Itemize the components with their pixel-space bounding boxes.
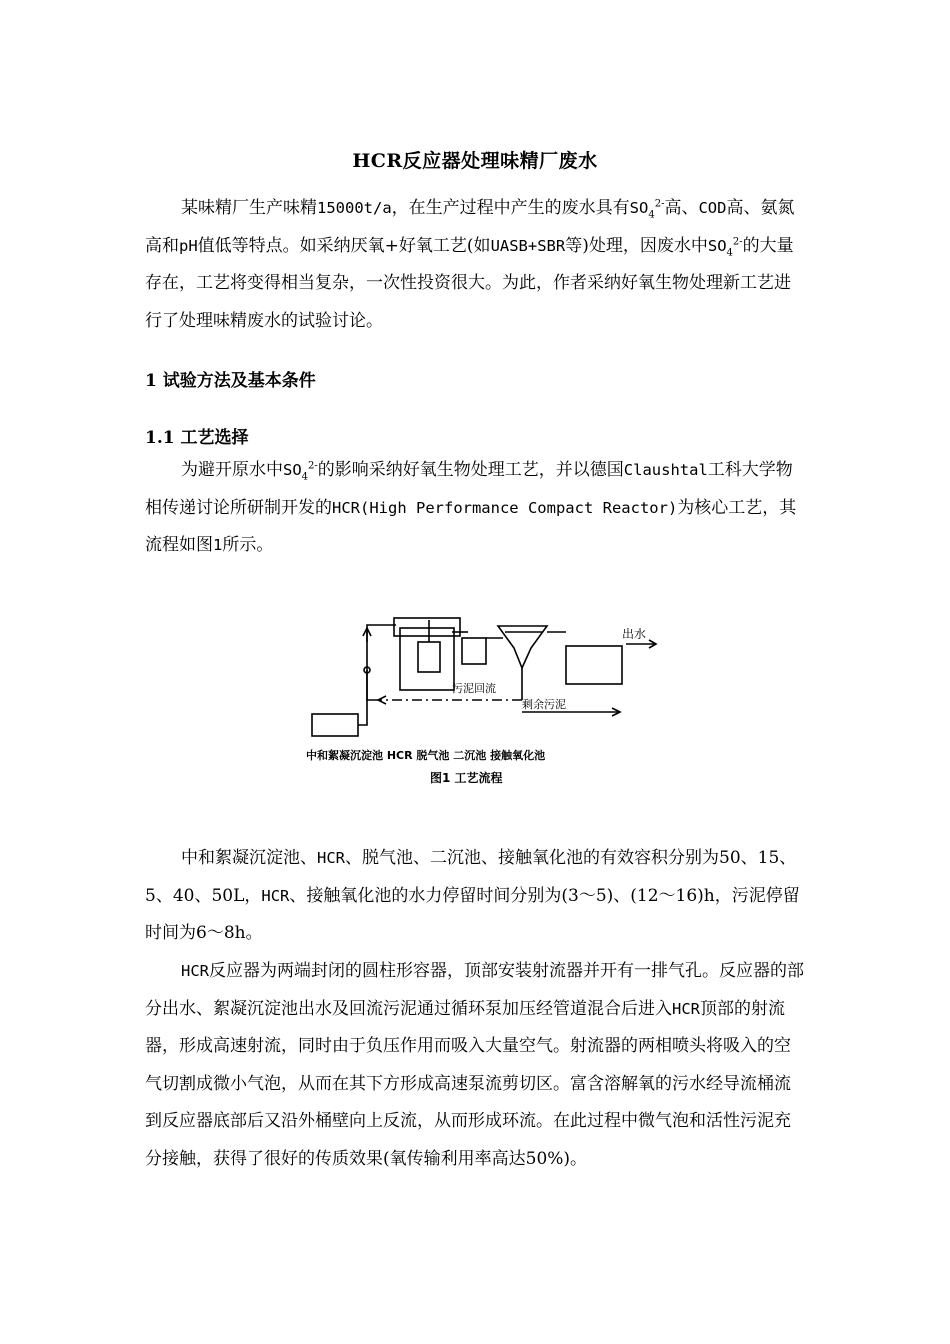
text-run: 为避开原水中 [181, 460, 283, 480]
excess-sludge-label: 剩余污泥 [522, 698, 566, 711]
return-sludge-label: 污泥回流 [452, 682, 496, 695]
text-run: 顶部的射流器，形成高速射流，同时由于负压作用而吸入大量空气。射流器的两相喷头将吸入的空气切割成微小气泡，从而在其下方形成高速泵流剪切区。富含溶解氧的污水经导流桶流到反应器底部后又沿外桶壁向上反流，从而形成环流。在此过程中微气泡和活性污泥充分接触，获得了很好的传质效果(氧传输利用率高达50%)。 [145, 998, 791, 1169]
text-run: 所示。 [222, 535, 274, 555]
recycle-connector [367, 670, 380, 700]
text-run: 、脱气池、二沉池、接触氧化池的有效容积分别为 [345, 848, 719, 868]
text-run: 50、15、5、40、50L [145, 848, 797, 906]
text-run: UASB+SBR [490, 236, 566, 255]
ejector [394, 618, 460, 636]
text-run: HCR [261, 886, 290, 905]
figure-caption: 图1 工艺流程 [430, 771, 503, 785]
text-run: HCR [317, 849, 345, 867]
text-run: Claushtal [623, 461, 708, 479]
process-flow-figure [300, 590, 670, 800]
document-title: HCR反应器处理味精厂废水 [352, 150, 598, 172]
hcr-reactor [400, 628, 454, 690]
intro-paragraph [145, 190, 805, 340]
hcr-description-paragraph [145, 953, 805, 1178]
volumes-paragraph [145, 840, 805, 953]
feed-pipe [358, 625, 396, 725]
degassing-tank [462, 638, 486, 664]
text-run: ，在生产过程中产生的废水具有 [391, 198, 630, 218]
text-run: HCR(High Performance Compact Reactor) [332, 498, 678, 517]
text-run: 工科大学物相传递讨论所研制开发的 [145, 460, 793, 518]
text-run: HCR [672, 999, 700, 1018]
text-run: 为核心工艺，其流程如图 [145, 497, 797, 555]
neutralization-tank [312, 714, 358, 736]
text-run: 高、氨氮高和 [145, 198, 795, 256]
text-run: 、接触氧化池的水力停留时间分别为(3～5)、(12～16)h，污泥停留时间为6～8h。 [145, 885, 800, 943]
process-flow-diagram [300, 590, 670, 800]
process-paragraph [145, 452, 805, 565]
text-run: 等)处理，因废水中 [565, 235, 708, 256]
text-run: 1 [213, 536, 223, 554]
text-run: 的影响采纳好氧生物处理工艺，并以德国 [317, 460, 624, 480]
text-run: pH [179, 236, 198, 255]
text-run: 值低等特点。如采纳厌氧+好氧工艺(如 [197, 235, 491, 256]
text-run: SO [707, 236, 727, 255]
draft-tube [418, 642, 440, 672]
superscript: 2- [732, 235, 743, 247]
superscript: 2- [654, 198, 665, 210]
text-run: 高、 [664, 198, 699, 218]
text-run: ， [244, 885, 262, 906]
subscript: 4 [726, 246, 733, 258]
subscript: 4 [648, 209, 655, 221]
text-run: 反应器为两端封闭的圆柱形容器，顶部安装射流器并开有一排气孔。反应器的部分出水、絮凝沉淀池出水及回流污泥通过循环泵加压经管道混合后进入 [145, 961, 804, 1019]
outlet-label: 出水 [622, 627, 647, 641]
section-heading-1: 1 试验方法及基本条件 [145, 371, 316, 391]
text-run: 的大量存在，工艺将变得相当复杂，一次性投资很大。为此，作者采纳好氧生物处理新工艺进行了处理味精废水的试验讨论。 [145, 235, 794, 331]
text-run: COD [698, 199, 727, 217]
text-run: SO [283, 461, 302, 479]
text-run: 15000t/a [317, 199, 392, 217]
subscript: 4 [301, 471, 309, 483]
text-run: SO [629, 199, 649, 217]
text-run: HCR [181, 962, 209, 980]
contact-oxidation-tank [566, 646, 622, 684]
section-heading-1-1: 1.1 工艺选择 [145, 428, 249, 448]
superscript: 2- [308, 460, 318, 472]
tank-labels: 中和絮凝沉淀池 HCR 脱气池 二沉池 接触氧化池 [306, 749, 546, 762]
text-run: 中和絮凝沉淀池、 [181, 848, 317, 868]
text-run: 某味精厂生产味精 [181, 198, 317, 218]
